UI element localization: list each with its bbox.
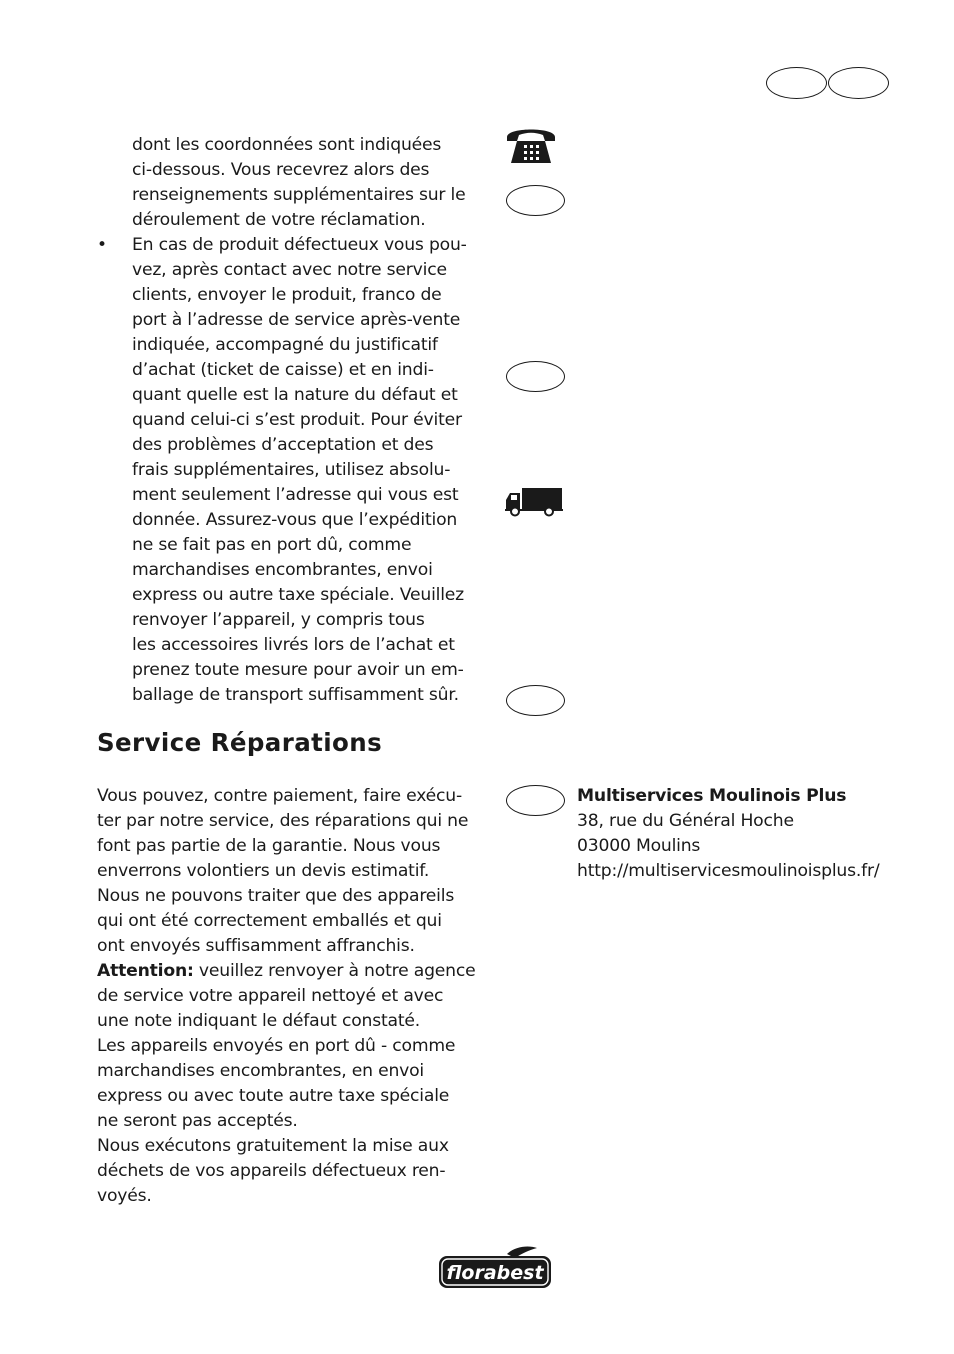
telephone-icon <box>505 125 557 165</box>
text-line: font pas partie de la garantie. Nous vous <box>97 836 441 856</box>
text-line: indiquée, accompagné du justificatif <box>132 335 438 355</box>
text-line: Les appareils envoyés en port dû - comme <box>97 1036 456 1056</box>
text-line: express ou avec toute autre taxe spéciale <box>97 1086 450 1106</box>
section-title: Service Réparations <box>97 728 383 757</box>
attention-label: Attention: <box>97 961 194 981</box>
text-line: quand celui-ci s’est produit. Pour éviter <box>132 410 462 430</box>
text-line: renvoyer l’appareil, y compris tous <box>132 610 425 630</box>
continued-paragraph <box>132 133 466 233</box>
text-line: ne seront pas acceptés. <box>97 1111 298 1131</box>
text-line: une note indiquant le défaut constaté. <box>97 1011 421 1031</box>
lang-badge-right <box>828 67 889 99</box>
text-line: donnée. Assurez-vous que l’expédition <box>132 510 458 530</box>
text-line: quant quelle est la nature du défaut et <box>132 385 458 405</box>
text-line: ont envoyés suffisamment affranchis. <box>97 936 415 956</box>
country-oval <box>506 785 565 816</box>
attention-line <box>97 959 475 984</box>
website-link[interactable]: http://multiservicesmoulinoisplus.fr/ <box>577 861 880 881</box>
text-line: des problèmes d’acceptation et des <box>132 435 434 455</box>
street-address: 38, rue du Général Hoche <box>577 811 794 831</box>
company-name: Multiservices Moulinois Plus <box>577 786 847 806</box>
country-oval <box>506 361 565 392</box>
text-line: marchandises encombrantes, en envoi <box>97 1061 424 1081</box>
postal-city: 03000 Moulins <box>577 836 701 856</box>
text-line: marchandises encombrantes, envoi <box>132 560 433 580</box>
bullet-paragraph <box>132 233 467 708</box>
florabest-logo <box>437 1244 553 1292</box>
text-line: dont les coordonnées sont indiquées <box>132 135 442 155</box>
text-line: de service votre appareil nettoyé et avec <box>97 986 444 1006</box>
text-line: ment seulement l’adresse qui vous est <box>132 485 459 505</box>
service-address <box>577 784 879 884</box>
text-line: ne se fait pas en port dû, comme <box>132 535 412 555</box>
text-line: ballage de transport suffisamment sûr. <box>132 685 459 705</box>
text-line: déchets de vos appareils défectueux ren- <box>97 1161 446 1181</box>
text-line: renseignements supplémentaires sur le <box>132 185 466 205</box>
section-paragraph <box>97 784 475 1209</box>
text-line: enverrons volontiers un devis estimatif. <box>97 861 430 881</box>
country-oval <box>506 185 565 216</box>
text-line: vez, après contact avec notre service <box>132 260 447 280</box>
text-line: d’achat (ticket de caisse) et en indi- <box>132 360 434 380</box>
text-line: voyés. <box>97 1186 152 1206</box>
logo-text: florabest <box>446 1262 544 1284</box>
bullet-symbol: • <box>97 235 108 255</box>
text-line: En cas de produit défectueux vous pou- <box>132 235 467 255</box>
text-line: port à l’adresse de service après-vente <box>132 310 461 330</box>
text-line: Nous ne pouvons traiter que des appareils <box>97 886 455 906</box>
text-line: Vous pouvez, contre paiement, faire exécu- <box>97 786 462 806</box>
text-line: express ou autre taxe spéciale. Veuillez <box>132 585 464 605</box>
text-line: frais supplémentaires, utilisez absolu- <box>132 460 451 480</box>
text-line: les accessoires livrés lors de l’achat et <box>132 635 455 655</box>
text-line: clients, envoyer le produit, franco de <box>132 285 442 305</box>
text-line: prenez toute mesure pour avoir un em- <box>132 660 464 680</box>
delivery-truck-icon <box>504 486 564 518</box>
text-line: ter par notre service, des réparations qui ne <box>97 811 469 831</box>
text-line: ci-dessous. Vous recevrez alors des <box>132 160 430 180</box>
attention-text: veuillez renvoyer à notre agence <box>193 961 476 981</box>
text-line: qui ont été correctement emballés et qui <box>97 911 442 931</box>
country-oval <box>506 685 565 716</box>
lang-badge-left <box>766 67 827 99</box>
text-line: Nous exécutons gratuitement la mise aux <box>97 1136 449 1156</box>
text-line: déroulement de votre réclamation. <box>132 210 426 230</box>
